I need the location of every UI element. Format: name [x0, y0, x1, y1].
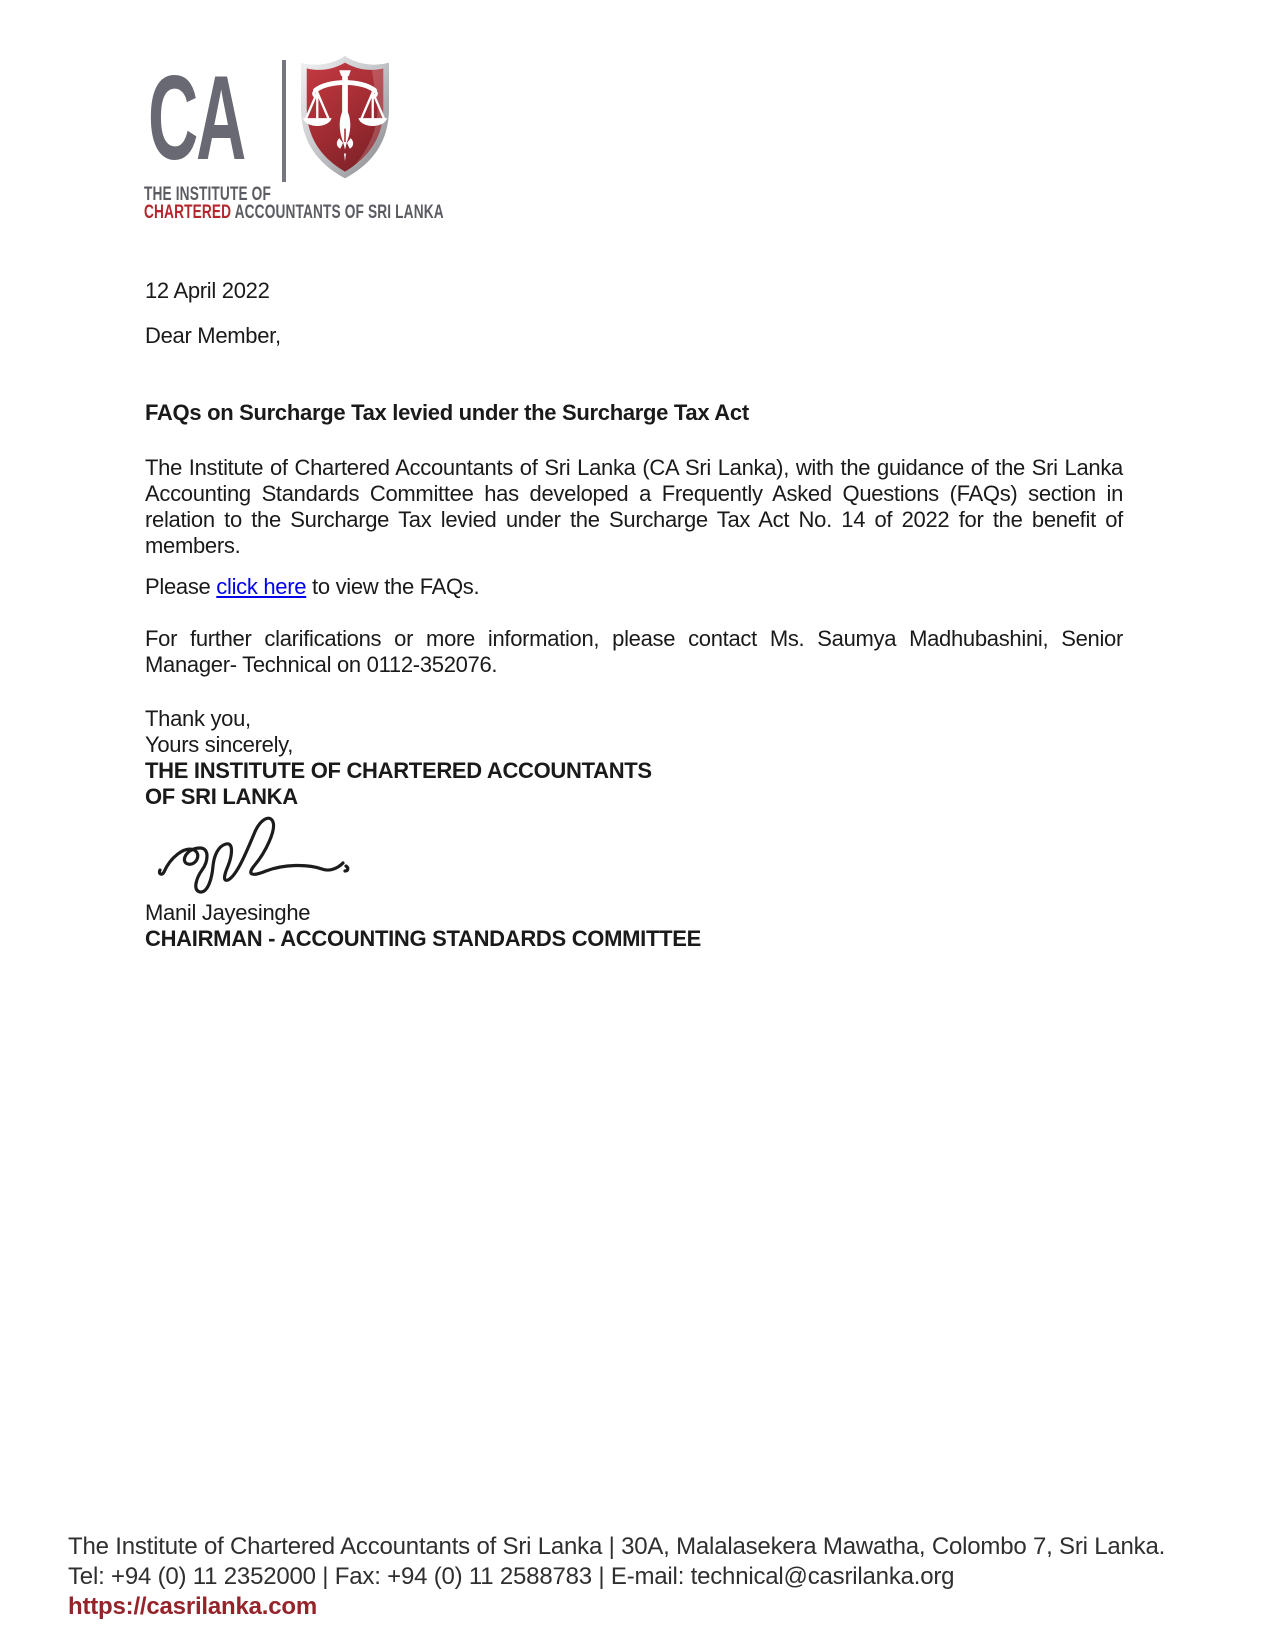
click-here-link[interactable]: click here — [216, 574, 307, 599]
body-paragraph — [145, 455, 1123, 559]
link-sentence-suffix: to view the FAQs. — [306, 574, 480, 599]
logo-text-accountants-rest: ACCOUNTANTS OF SRI LANKA — [231, 202, 444, 223]
subject-line: FAQs on Surcharge Tax levied under the Surcharge Tax Act — [145, 400, 749, 425]
signature-image — [145, 810, 385, 900]
logo-divider — [282, 60, 286, 182]
ca-sri-lanka-logo — [0, 0, 460, 240]
contact-paragraph-line: For further clarifications or more information, please contact Ms. Saumya Madhubashini, Senior — [145, 626, 1123, 651]
closing-org-line1: THE INSTITUTE OF CHARTERED ACCOUNTANTS — [145, 758, 652, 783]
footer-website-link[interactable]: https://casrilanka.com — [68, 1593, 318, 1620]
logo-text-institute: THE INSTITUTE OF — [144, 184, 271, 205]
logo-text-chartered-accountants — [144, 202, 444, 224]
closing-thanks: Thank you, — [145, 706, 251, 731]
scales-of-justice-shield-icon — [297, 54, 393, 186]
closing-block — [145, 706, 1123, 810]
closing-sincerely: Yours sincerely, — [145, 732, 294, 757]
footer-contact: Tel: +94 (0) 11 2352000 | Fax: +94 (0) 11 2588783 | E-mail: technical@casrilanka.org — [68, 1563, 955, 1590]
link-sentence-prefix: Please — [145, 574, 217, 599]
body-paragraph-line: relation to the Surcharge Tax levied under the Surcharge Tax Act No. 14 of 2022 for the benefit of — [145, 507, 1123, 532]
contact-paragraph — [145, 626, 1123, 678]
signatory-title: CHAIRMAN - ACCOUNTING STANDARDS COMMITTEE — [145, 926, 701, 951]
letter-date: 12 April 2022 — [145, 278, 270, 303]
body-paragraph-line: The Institute of Chartered Accountants of Sri Lanka (CA Sri Lanka), with the guidance of the Sri Lanka — [145, 455, 1123, 480]
ca-monogram: CA — [148, 51, 244, 185]
footer-address: The Institute of Chartered Accountants of Sri Lanka | 30A, Malalasekera Mawatha, Colombo 7, Sri Lanka. — [68, 1533, 1166, 1560]
letter-footer — [68, 1532, 1228, 1622]
closing-org-line2: OF SRI LANKA — [145, 784, 298, 809]
logo-text-chartered: CHARTERED — [144, 202, 232, 223]
signatory-name: Manil Jayesinghe — [145, 900, 311, 925]
body-paragraph-line: members. — [145, 533, 241, 558]
salutation: Dear Member, — [145, 323, 281, 348]
letter-body — [145, 278, 1123, 952]
contact-paragraph-line: Manager- Technical on 0112-352076. — [145, 652, 498, 677]
link-sentence — [145, 574, 1123, 600]
body-paragraph-line: Accounting Standards Committee has developed a Frequently Asked Questions (FAQs) section in — [145, 481, 1123, 506]
